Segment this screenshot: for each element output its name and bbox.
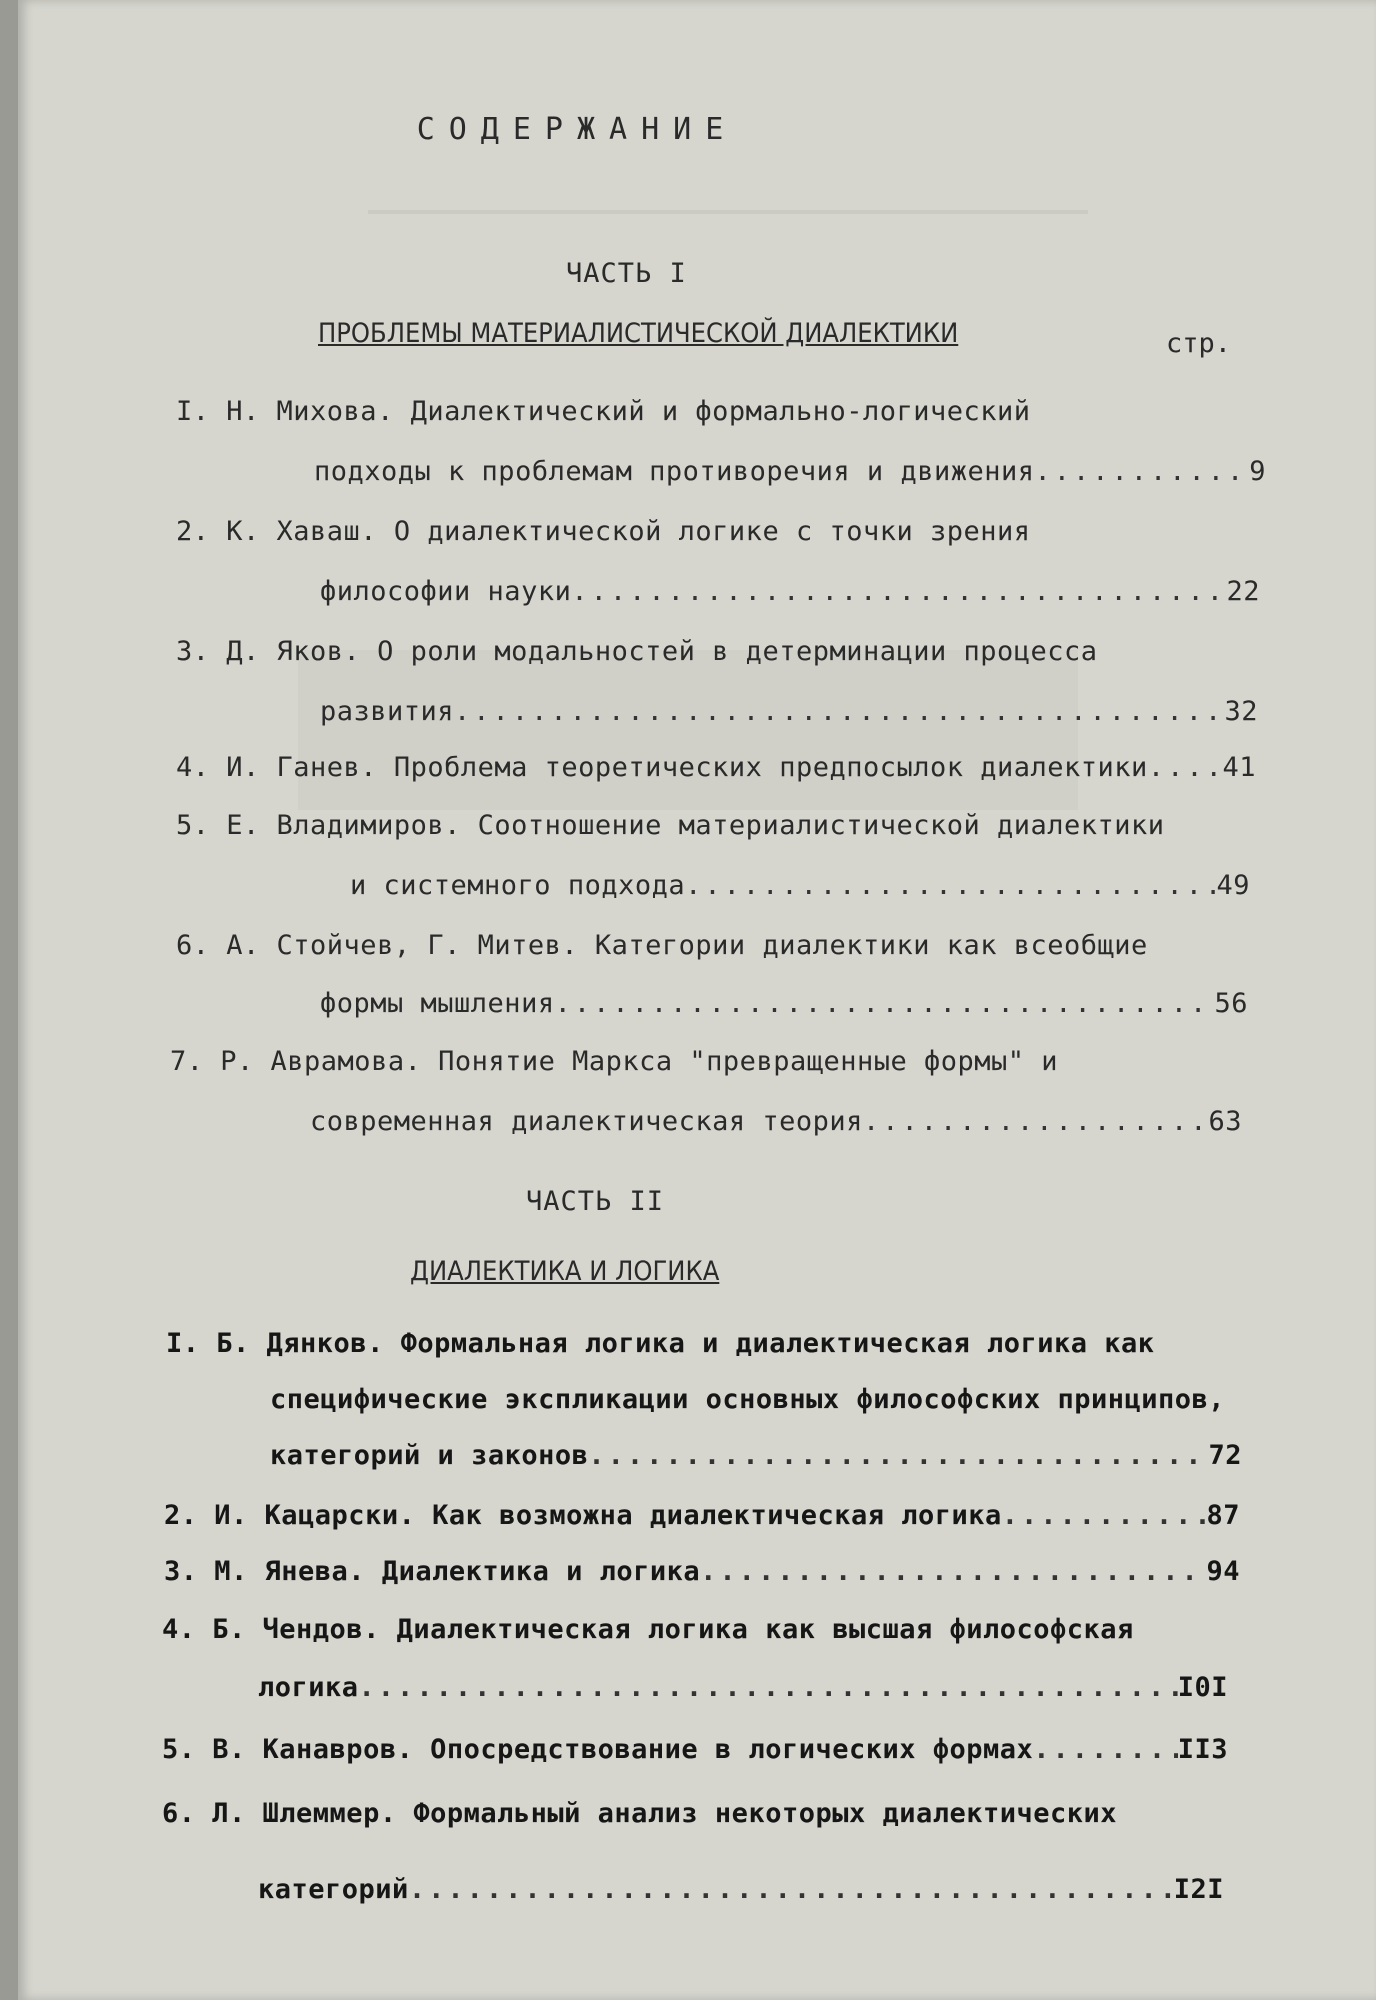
page-title: СОДЕРЖАНИЕ bbox=[416, 112, 738, 147]
toc-entry-text: категорий и законов bbox=[270, 1440, 589, 1471]
toc-page-number: 32 bbox=[1224, 696, 1258, 727]
toc-entry-line: 2. К. Хаваш. О диалектической логике с точки зрения bbox=[176, 516, 1031, 547]
toc-entry-text: 4. И. Ганев. Проблема теоретических предпосылок диалектики bbox=[176, 752, 1148, 783]
dot-leader bbox=[1002, 1500, 1207, 1531]
toc-entry-line: специфические экспликации основных философских принципов, bbox=[270, 1384, 1226, 1415]
toc-entry bbox=[176, 752, 1256, 783]
toc-entry-line: 7. Р. Аврамова. Понятие Маркса "превращенные формы" и bbox=[170, 1046, 1059, 1077]
dot-leader bbox=[1034, 456, 1249, 487]
dot-leader bbox=[359, 1672, 1178, 1703]
toc-page-number: 41 bbox=[1222, 752, 1256, 783]
toc-entry bbox=[164, 1500, 1240, 1531]
toc-page-number: I0I bbox=[1177, 1672, 1228, 1703]
toc-entry bbox=[314, 456, 1266, 487]
toc-entry bbox=[164, 1556, 1240, 1587]
toc-entry bbox=[258, 1874, 1224, 1905]
toc-entry bbox=[320, 696, 1258, 727]
toc-entry-line: 5. Е. Владимиров. Соотношение материалистической диалектики bbox=[176, 810, 1165, 841]
toc-page-number: 87 bbox=[1206, 1500, 1240, 1531]
dot-leader bbox=[588, 1440, 1208, 1471]
toc-entry-text: категорий bbox=[258, 1874, 409, 1905]
toc-entry-line: 3. Д. Яков. О роли модальностей в детерминации процесса bbox=[176, 636, 1098, 667]
toc-entry bbox=[350, 870, 1250, 901]
dot-leader bbox=[700, 1556, 1206, 1587]
document-page bbox=[18, 0, 1376, 2000]
toc-entry-text: и системного подхода bbox=[350, 870, 686, 901]
toc-entry bbox=[320, 576, 1260, 607]
toc-entry bbox=[258, 1672, 1228, 1703]
toc-entry bbox=[310, 1106, 1242, 1137]
dot-leader bbox=[1148, 752, 1223, 783]
dot-leader bbox=[409, 1874, 1174, 1905]
toc-entry-line: 6. А. Стойчев, Г. Митев. Категории диалектики как всеобщие bbox=[176, 930, 1148, 961]
toc-entry-line: I. Б. Дянков. Формальная логика и диалектическая логика как bbox=[166, 1328, 1155, 1359]
toc-entry bbox=[270, 1440, 1242, 1471]
dot-leader bbox=[555, 988, 1215, 1019]
toc-entry-text: формы мышления bbox=[320, 988, 555, 1019]
toc-entry-line: I. Н. Михова. Диалектический и формально-логический bbox=[176, 396, 1031, 427]
dot-leader bbox=[685, 870, 1216, 901]
toc-entry-text: философии науки bbox=[320, 576, 572, 607]
toc-page-number: I2I bbox=[1173, 1874, 1224, 1905]
toc-entry-line: 6. Л. Шлеммер. Формальный анализ некоторых диалектических bbox=[162, 1798, 1118, 1829]
toc-entry-text: 2. И. Кацарски. Как возможна диалектическая логика bbox=[164, 1500, 1002, 1531]
part-1-label: ЧАСТЬ I bbox=[566, 258, 687, 289]
dot-leader bbox=[571, 576, 1226, 607]
dot-leader bbox=[1033, 1734, 1177, 1765]
toc-page-number: 9 bbox=[1249, 456, 1266, 487]
toc-entry-text: логика bbox=[258, 1672, 359, 1703]
part-2-heading: ДИАЛЕКТИКА И ЛОГИКА bbox=[410, 1256, 720, 1287]
part-1-heading: ПРОБЛЕМЫ МАТЕРИАЛИСТИЧЕСКОЙ ДИАЛЕКТИКИ bbox=[318, 318, 959, 349]
toc-page-number: 22 bbox=[1226, 576, 1260, 607]
toc-entry-text: современная диалектическая теория bbox=[310, 1106, 863, 1137]
toc-page-number: II3 bbox=[1177, 1734, 1228, 1765]
bleed-through-block bbox=[298, 650, 1078, 810]
toc-entry-text: 5. В. Канавров. Опосредствование в логических формах bbox=[162, 1734, 1034, 1765]
toc-page-number: 72 bbox=[1208, 1440, 1242, 1471]
dot-leader bbox=[863, 1106, 1209, 1137]
toc-entry-text: развития bbox=[320, 696, 455, 727]
toc-page-number: 49 bbox=[1216, 870, 1250, 901]
part-2-label: ЧАСТЬ II bbox=[526, 1186, 665, 1217]
toc-entry-text: 3. М. Янева. Диалектика и логика bbox=[164, 1556, 701, 1587]
toc-page-number: 94 bbox=[1206, 1556, 1240, 1587]
toc-entry bbox=[320, 988, 1248, 1019]
toc-entry-text: подходы к проблемам противоречия и движения bbox=[314, 456, 1035, 487]
toc-entry-line: 4. Б. Чендов. Диалектическая логика как высшая философская bbox=[162, 1614, 1134, 1645]
page-column-label: стр. bbox=[1166, 328, 1232, 359]
dot-leader bbox=[454, 696, 1224, 727]
toc-page-number: 56 bbox=[1214, 988, 1248, 1019]
toc-entry bbox=[162, 1734, 1228, 1765]
toc-page-number: 63 bbox=[1208, 1106, 1242, 1137]
